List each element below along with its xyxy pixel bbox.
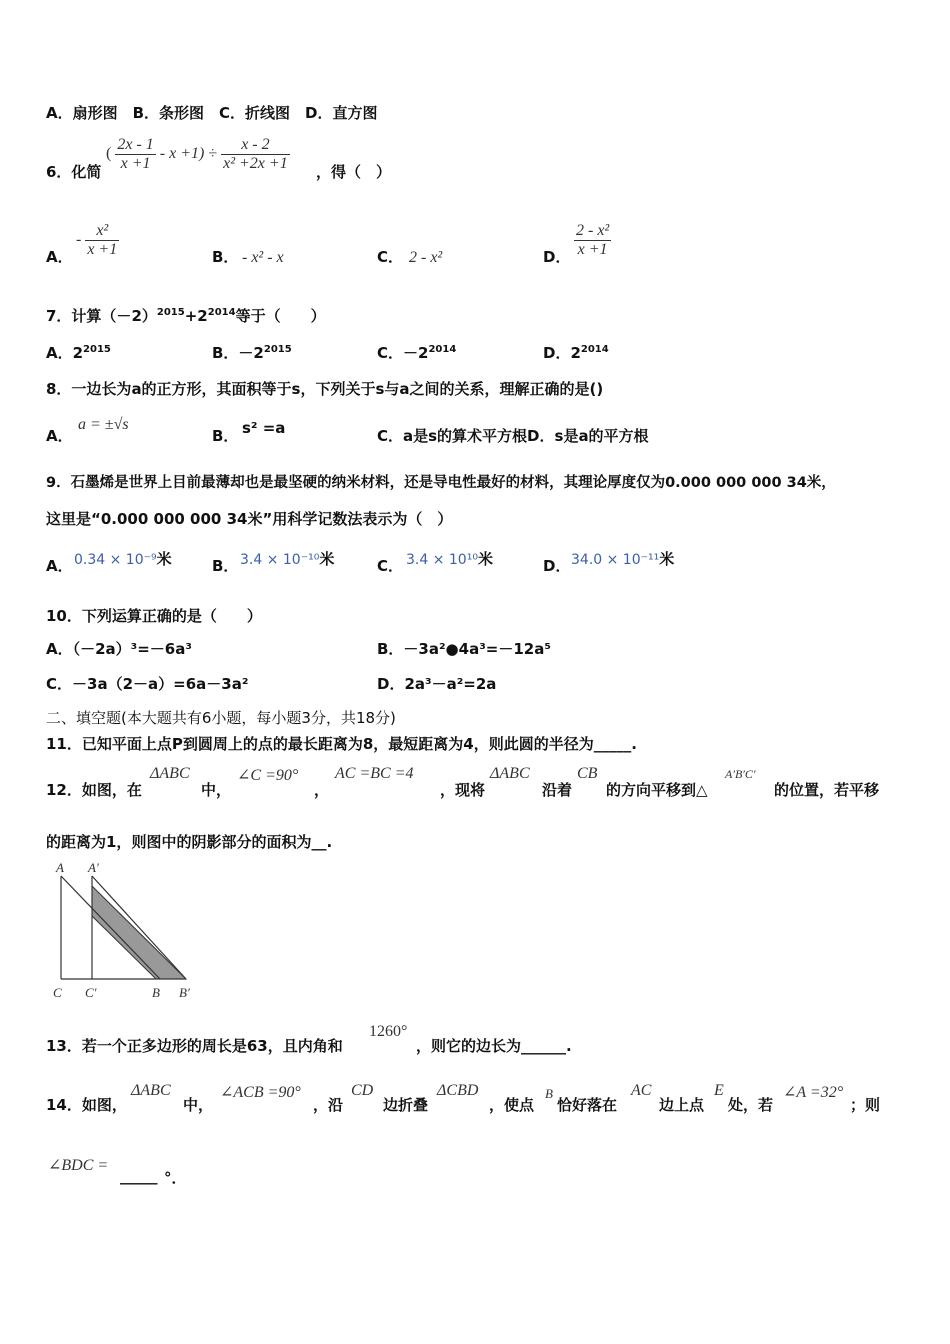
q12-p3: ， [314,781,330,799]
fig-label-A-prime: A′ [88,860,99,875]
q11: 11．已知平面上点P到圆周上的点的最长距离为8，最短距离为4，则此圆的半径为_____. [46,735,637,753]
q7-optA: A．$2^{2015}$ [46,344,111,362]
q6-expression: ( $\frac{2x - 1}{x +1}$ - x +1) ÷ $\frac{x - 2}{\text{x² +2x +1}}$ [106,136,288,172]
q6-optA: - $\frac{\text{x²}}{x +1}$ [76,222,118,258]
q12-line2: 的距离为1，则图中的阴影部分的面积为__. [46,833,333,851]
q12-p4: ，现将 [440,781,486,799]
q8-optA-label: A． [46,427,73,445]
q8-optA: a = ±√s [78,416,129,433]
q10-optB: B．－3a²●4a³=－12a⁵ [377,640,551,658]
q14-m5: B [545,1086,553,1101]
fig-label-C-prime: C′ [85,985,97,1000]
q12-p2: 中， [201,781,232,799]
q9-optA: 0.34 × 10⁻⁹米 [74,550,172,568]
q14-p1: 14．如图， [46,1096,127,1114]
q6-prefix: 6．化简 [46,163,102,181]
q14-m7: E [714,1082,724,1099]
q12-m2: ∠C =90° [237,767,299,784]
q8-optB: s² =a [242,419,286,437]
q14-m3: CD [351,1082,374,1099]
q10-optA: A．（－2a）³=－6a³ [46,640,192,658]
q6-suffix: ，得（ ） [316,163,392,181]
q14-p5: ，使点 [489,1096,535,1114]
q14-m4: ΔCBD [437,1082,479,1099]
q6-optC: 2 - x² [409,249,443,266]
q9-line1: 9．石墨烯是世界上目前最薄却也是最坚硬的纳米材料，还是导电性最好的材料，其理论厚度仅为0.000 000 000 34米， [46,475,836,491]
q9-optB-label: B． [212,557,239,575]
q9-optB: 3.4 × 10⁻¹⁰米 [240,550,335,568]
q14-p2: 中， [183,1096,214,1114]
q13-m1: 1260° [369,1023,408,1040]
q7-optD: D．$2^{2014}$ [543,344,609,362]
q14-p10: °． [164,1169,187,1187]
q9-line2: 这里是“0.000 000 000 34米”用科学记数法表示为（ ） [46,510,453,528]
q8-optCD: C．a是s的算术平方根D．s是a的平方根 [377,427,649,445]
q14-m1: ΔABC [131,1082,171,1099]
q8-stem: 8．一边长为a的正方形，其面积等于s，下列关于s与a之间的关系，理解正确的是() [46,380,604,398]
fig-label-B: B [152,985,160,1000]
fig-label-A: A [56,860,64,875]
q14-blank: _____ [120,1167,158,1185]
q14-p6: 恰好落在 [557,1096,618,1114]
q13-p1: 13．若一个正多边形的周长是63，且内角和 [46,1037,343,1055]
shaded-region [92,886,186,979]
q6-optB: - x² - x [242,249,284,266]
q12-p5: 沿着 [542,781,573,799]
q14-p3: ，沿 [313,1096,344,1114]
q5-options: A．扇形图 B．条形图 C．折线图 D．直方图 [46,104,378,122]
q6-optD: $\frac{\text{2 - x²}}{x +1}$ [576,222,610,258]
fig-label-B-prime: B′ [179,985,190,1000]
q7-optC: C．$-2^{2014}$ [377,344,457,362]
q14-p7: 边上点 [659,1096,705,1114]
q14-p4: 边折叠 [383,1096,429,1114]
q12-m5: CB [577,765,598,782]
q12-p7: 的位置，若平移 [774,781,880,799]
q12-m1: ΔABC [150,765,190,782]
q12-m6: A′B′C′ [725,767,756,781]
q6-optD-label: D． [543,248,571,266]
q9-optA-label: A． [46,557,73,575]
q12-figure [44,858,204,1002]
q6-optC-label: C． [377,248,404,266]
q14-p8: 处，若 [728,1096,774,1114]
q9-optD: 34.0 × 10⁻¹¹米 [571,550,675,568]
q12-m4: ΔABC [490,765,530,782]
q9-optD-label: D． [543,557,571,575]
fig-label-C: C [53,985,62,1000]
q14-m6: AC [631,1082,652,1099]
q12-p6: 的方向平移到△ [606,781,708,799]
q9-optC-label: C． [377,557,404,575]
q8-optB-label: B． [212,427,239,445]
q13-p2: ，则它的边长为______. [416,1037,572,1055]
q10-optC: C．－3a（2－a）=6a－3a² [46,675,249,693]
q9-optC: 3.4 × 10¹⁰米 [406,550,493,568]
q10-optD: D．2a³－a²=2a [377,675,497,693]
q14-m9: ∠BDC = [48,1157,109,1174]
q7-optB: B．$-2^{2015}$ [212,344,292,362]
q6-optB-label: B． [212,248,239,266]
q10-stem: 10．下列运算正确的是（ ） [46,607,262,625]
q14-m8: ∠A =32° [783,1084,844,1101]
q12-m3: AC =BC =4 [335,765,414,782]
q14-p9: ；则 [850,1096,881,1114]
q14-m2: ∠ACB =90° [220,1084,301,1101]
section-heading: 二、填空题(本大题共有6小题，每小题3分，共18分) [46,709,396,727]
q12-p1: 12．如图，在 [46,781,142,799]
q6-optA-label: A． [46,248,73,266]
q7-stem: 7．计算$(-2)^{2015}+2^{2014}$等于（ ） [46,307,326,325]
